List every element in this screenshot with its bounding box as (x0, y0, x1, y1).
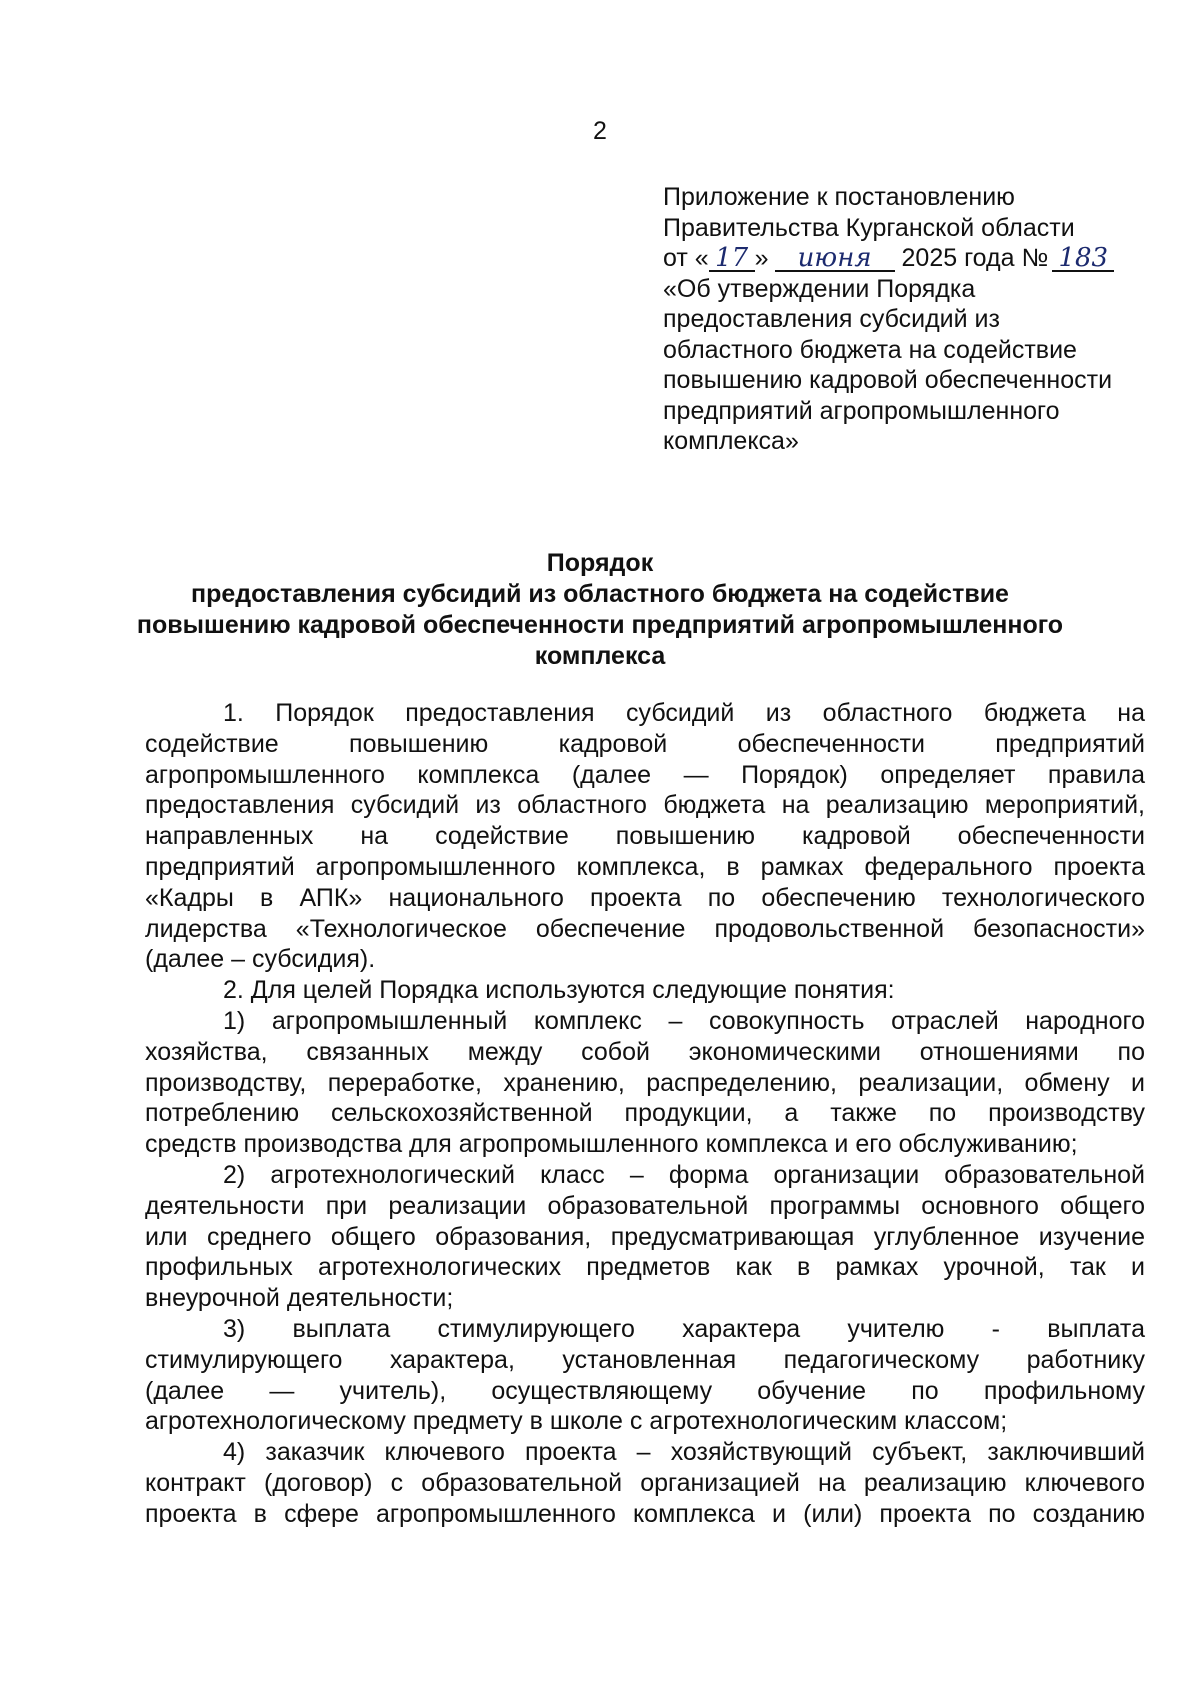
text-line: предоставления субсидий из областного бюджета на реализацию мероприятий, (145, 791, 1145, 820)
text-line: проекта в сфере агропромышленного комплекса и (или) проекта по созданию (145, 1499, 1145, 1528)
text-line: средств производства для агропромышленного комплекса и его обслуживанию; (145, 1130, 1078, 1159)
approval-line: Приложение к постановлению (663, 183, 1015, 211)
approval-line: «Об утверждении Порядка (663, 274, 976, 303)
heading-line: повышению кадровой обеспеченности предприятий агропромышленного (136, 611, 1064, 639)
paragraph-6 (145, 1437, 1145, 1529)
date-mid: » (754, 244, 769, 272)
text-line: 2. Для целей Порядка используются следующие понятия: (223, 976, 895, 1005)
heading-title: Порядок (546, 549, 654, 577)
text-line: 2) агротехнологический класс – форма организации образовательной (223, 1160, 1145, 1189)
approval-line: Правительства Курганской области (663, 213, 1075, 242)
handwritten-day: 17 (709, 246, 755, 272)
text-line: деятельности при реализации образовательной программы основного общего (145, 1191, 1145, 1220)
text-line: 1. Порядок предоставления субсидий из областного бюджета на (223, 699, 1145, 727)
approval-line: повышению кадровой обеспеченности (663, 366, 1113, 394)
approval-line: предоставления субсидий из (663, 305, 1000, 333)
document-heading (0, 548, 1200, 672)
paragraph-4 (145, 1160, 1145, 1314)
heading-line: предоставления субсидий из областного бюджета на содействие (191, 580, 1009, 608)
date-year: 2025 года № (901, 244, 1049, 272)
handwritten-number: 183 (1052, 246, 1114, 272)
text-line: 3) выплата стимулирующего характера учителю - выплата (223, 1314, 1145, 1343)
text-line: направленных на содействие повышению кадровой обеспеченности (145, 822, 1145, 851)
paragraph-1 (145, 698, 1145, 975)
text-line: производству, переработке, хранению, распределению, реализации, обмену и (145, 1068, 1145, 1097)
text-line: 1) агропромышленный комплекс – совокупность отраслей народного (223, 1006, 1145, 1035)
handwritten-month: июня (775, 246, 895, 272)
approval-block (663, 182, 1183, 457)
approval-line: комплекса» (663, 427, 799, 455)
text-line: профильных агротехнологических предметов как в рамках урочной, так и (145, 1253, 1145, 1282)
page-number: 2 (593, 117, 607, 145)
text-line: контракт (договор) с образовательной организацией на реализацию ключевого (145, 1468, 1145, 1497)
text-line: хозяйства, связанных между собой экономическими отношениями по (145, 1037, 1145, 1066)
text-line: (далее – субсидия). (145, 945, 376, 974)
paragraph-2 (145, 975, 1145, 1006)
text-line: агропромышленного комплекса (далее — Порядок) определяет правила (145, 760, 1145, 789)
text-line: «Кадры в АПК» национального проекта по обеспечению технологического (145, 883, 1145, 912)
text-line: (далее — учитель), осуществляющему обучение по профильному (145, 1376, 1145, 1405)
paragraph-5 (145, 1314, 1145, 1437)
text-line: 4) заказчик ключевого проекта – хозяйствующий субъект, заключивший (223, 1438, 1145, 1467)
date-prefix: от « (663, 244, 709, 272)
heading-line: комплекса (534, 642, 666, 670)
text-line: стимулирующего характера, установленная педагогическому работнику (145, 1345, 1145, 1374)
paragraph-3 (145, 1006, 1145, 1160)
document-body (145, 698, 1145, 1530)
text-line: предприятий агропромышленного комплекса, в рамках федерального проекта (145, 852, 1145, 881)
approval-line: предприятий агропромышленного (663, 396, 1060, 425)
text-line: потреблению сельскохозяйственной продукции, а также по производству (145, 1099, 1145, 1128)
approval-line: областного бюджета на содействие (663, 335, 1077, 364)
text-line: внеурочной деятельности; (145, 1284, 454, 1313)
text-line: агротехнологическому предмету в школе с агротехнологическим классом; (145, 1407, 1008, 1436)
approval-date-line (663, 243, 1183, 274)
text-line: лидерства «Технологическое обеспечение продовольственной безопасности» (145, 914, 1145, 943)
text-line: или среднего общего образования, предусматривающая углубленное изучение (145, 1222, 1145, 1251)
text-line: содействие повышению кадровой обеспеченности предприятий (145, 729, 1145, 758)
